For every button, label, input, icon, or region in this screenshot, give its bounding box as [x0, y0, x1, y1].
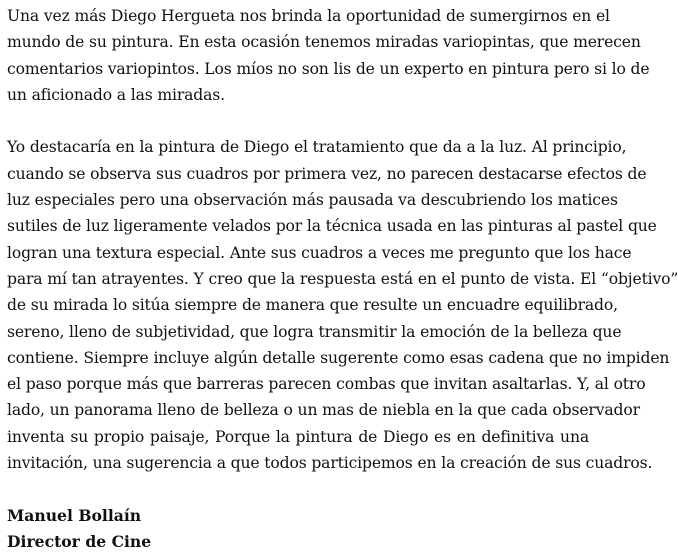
- text-line: luz especiales pero una observación más pausada va descubriendo los matices: [7, 191, 618, 210]
- paragraph-spacer: [7, 108, 589, 134]
- text-line: el paso porque más que barreras parecen combas que invitan asaltarlas. Y, al otro: [7, 375, 646, 394]
- text-line: comentarios variopintos. Los míos no son lis de un experto en pintura pero si lo de: [7, 59, 650, 78]
- paragraph-spacer: [7, 476, 589, 502]
- author-name: Manuel Bollaín: [7, 505, 142, 525]
- text-line: lado, un panorama lleno de belleza o un mas de niebla en la que cada observador: [7, 401, 640, 420]
- text-line: contiene. Siempre incluye algún detalle sugerente como esas cadena que no impiden: [7, 348, 670, 367]
- text-line: inventa su propio paisaje, Porque la pintura de Diego es en definitiva una: [7, 427, 589, 446]
- text-line: sereno, lleno de subjetividad, que logra transmitir la emoción de la belleza que: [7, 322, 622, 341]
- text-line: invitación, una sugerencia a que todos participemos en la creación de sus cuadros.: [7, 454, 653, 473]
- text-line: logran una textura especial. Ante sus cuadros a veces me pregunto que los hace: [7, 243, 632, 262]
- text-line: cuando se observa sus cuadros por primera vez, no parecen destacarse efectos de: [7, 164, 647, 183]
- text-line: de su mirada lo sitúa siempre de manera que resulte un encuadre equilibrado,: [7, 296, 618, 315]
- text-line: sutiles de luz ligeramente velados por la técnica usada en las pinturas al pastel que: [7, 217, 657, 236]
- text-line: Yo destacaría en la pintura de Diego el tratamiento que da a la luz. Al principio,: [7, 138, 627, 157]
- text-line: Una vez más Diego Hergueta nos brinda la oportunidad de sumergirnos en el: [7, 7, 610, 25]
- text-line: para mí tan atrayentes. Y creo que la respuesta está en el punto de vista. El “objetivo”: [7, 269, 678, 288]
- document-page: [7, 3, 678, 555]
- paragraph-body: [7, 134, 678, 476]
- text-line: un aficionado a las miradas.: [7, 85, 225, 104]
- author-role: Director de Cine: [7, 531, 152, 551]
- paragraph-intro: [7, 3, 650, 108]
- signature-block: [7, 503, 589, 555]
- text-line: mundo de su pintura. En esta ocasión tenemos miradas variopintas, que merecen: [7, 33, 641, 52]
